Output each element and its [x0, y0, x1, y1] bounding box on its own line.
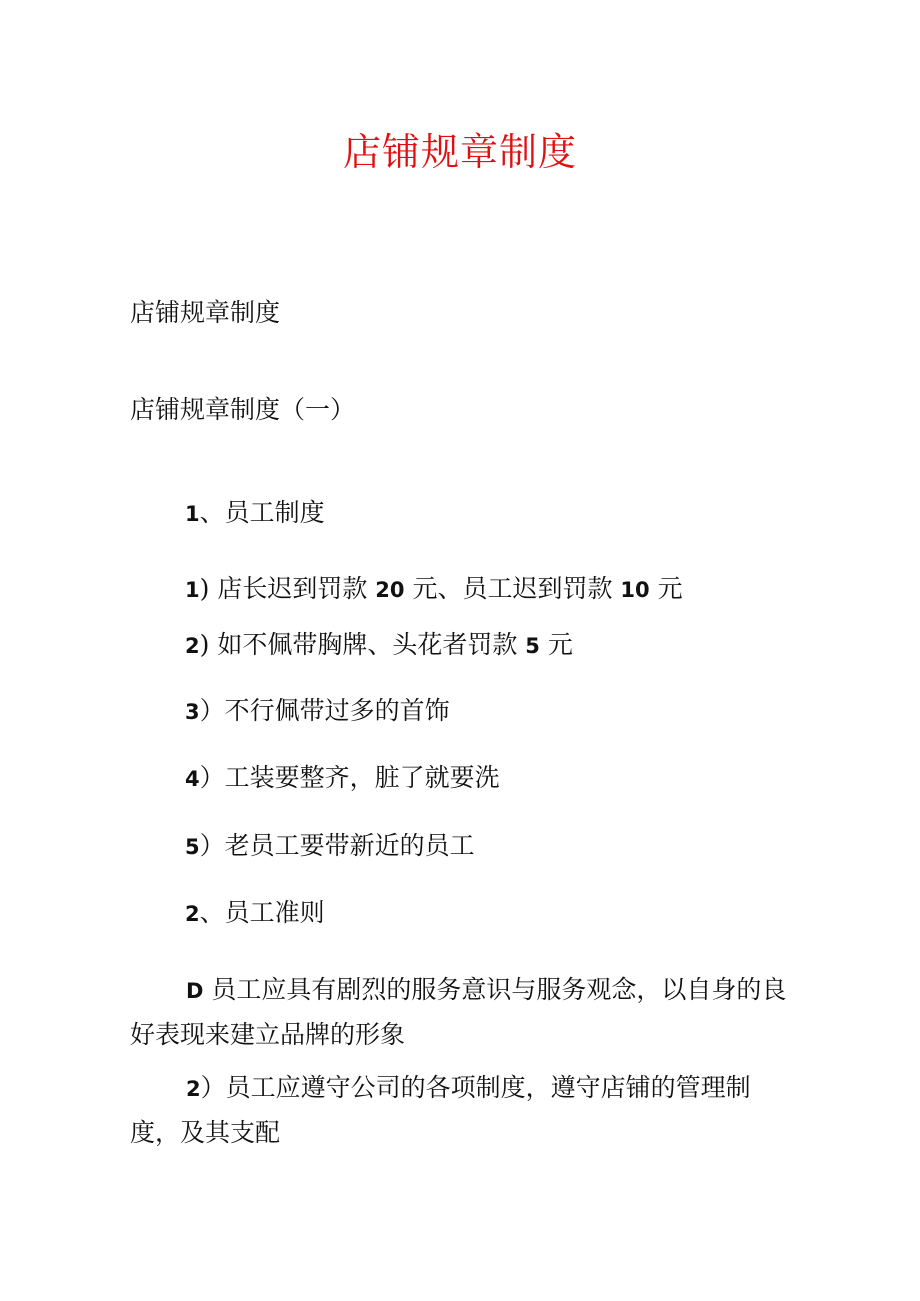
section-1-text: 、员工制度 — [199, 498, 325, 527]
item-amount: 10 — [620, 578, 650, 602]
item-text: 元 — [539, 630, 573, 659]
item-number: 5 — [185, 835, 200, 859]
list-item — [185, 572, 683, 607]
heading: 店铺规章制度 — [130, 298, 281, 327]
item-number: 4 — [185, 767, 200, 791]
paragraph-text: ）员工应遵守公司的各项制度，遵守店铺的管理制度，及其支配 — [130, 1073, 751, 1147]
list-item — [185, 628, 573, 663]
section-2-heading — [185, 896, 325, 931]
paragraph-number: D — [186, 979, 204, 1003]
item-text: ) 如不佩带胸牌、头花者罚款 — [199, 630, 526, 659]
section-1-heading — [185, 496, 325, 531]
paragraph — [130, 1066, 790, 1154]
item-text: 元、员工迟到罚款 — [404, 574, 621, 603]
list-item — [185, 829, 475, 864]
item-number: 1 — [185, 578, 200, 602]
item-text: ) 店长迟到罚款 — [199, 574, 376, 603]
section-1-number: 1 — [185, 502, 200, 526]
section-2-number: 2 — [185, 902, 200, 926]
section-2-text: 、员工准则 — [199, 898, 325, 927]
item-text: 元 — [649, 574, 683, 603]
list-item — [185, 761, 500, 796]
item-number: 3 — [185, 700, 200, 724]
item-text: ）工装要整齐，脏了就要洗 — [199, 763, 500, 792]
item-amount: 20 — [375, 578, 405, 602]
item-amount: 5 — [525, 634, 540, 658]
paragraph-text: 员工应具有剧烈的服务意识与服务观念，以自身的良好表现来建立品牌的形象 — [130, 975, 787, 1049]
item-number: 2 — [185, 634, 200, 658]
paragraph — [130, 968, 790, 1056]
paragraph-number: 2 — [186, 1077, 201, 1101]
document-title: 店铺规章制度 — [342, 130, 577, 174]
list-item — [185, 694, 450, 729]
item-text: ）老员工要带新近的员工 — [199, 831, 475, 860]
subheading: 店铺规章制度（一） — [130, 395, 356, 424]
item-text: ）不行佩带过多的首饰 — [199, 696, 450, 725]
